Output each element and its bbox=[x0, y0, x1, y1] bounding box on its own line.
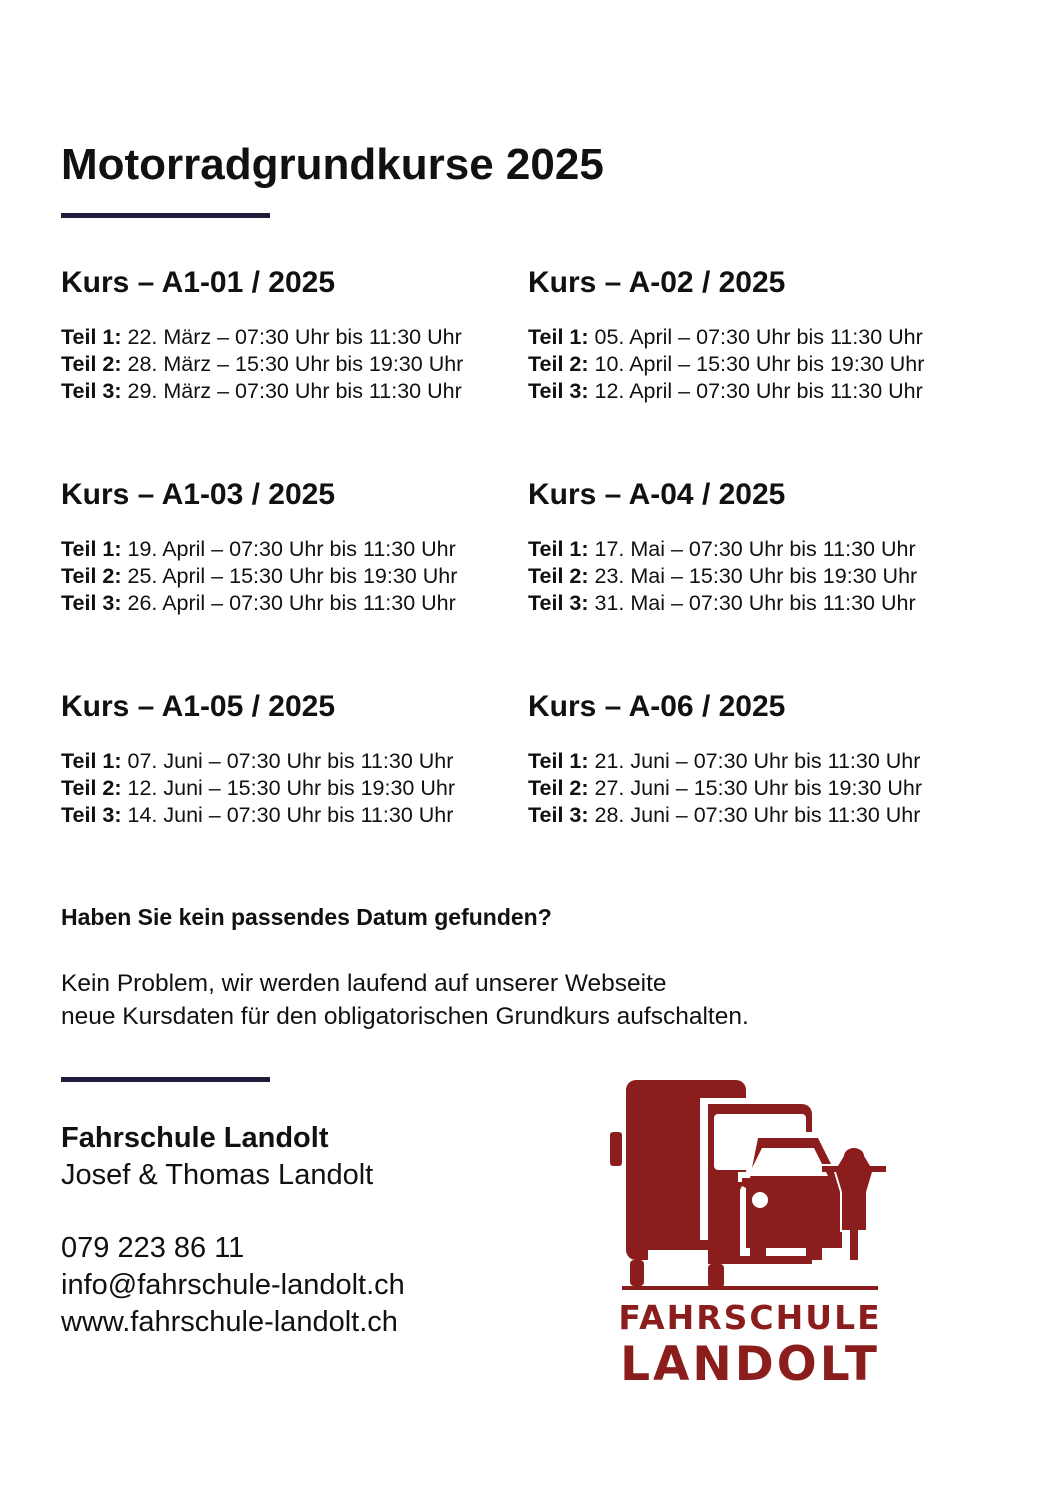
session-date: 26. April – 07:30 Uhr bis 11:30 Uhr bbox=[121, 591, 456, 615]
phone-number[interactable]: 079 223 86 11 bbox=[61, 1232, 245, 1264]
course-block-a1-03 bbox=[61, 477, 511, 617]
session-line bbox=[528, 590, 978, 617]
logo-text-line2: LANDOLT bbox=[620, 1337, 880, 1392]
course-title: Kurs – A-04 / 2025 bbox=[528, 478, 786, 511]
session-label: Teil 3: bbox=[61, 591, 122, 615]
session-date: 07. Juni – 07:30 Uhr bis 11:30 Uhr bbox=[121, 749, 454, 773]
session-label: Teil 3: bbox=[61, 379, 122, 403]
session-date: 29. März – 07:30 Uhr bis 11:30 Uhr bbox=[121, 379, 462, 403]
session-line bbox=[61, 351, 511, 378]
session-line bbox=[61, 536, 511, 563]
session-label: Teil 1: bbox=[528, 537, 589, 561]
session-date: 28. März – 15:30 Uhr bis 19:30 Uhr bbox=[121, 352, 464, 376]
title-divider bbox=[61, 213, 270, 218]
session-date: 25. April – 15:30 Uhr bis 19:30 Uhr bbox=[121, 564, 458, 588]
session-line bbox=[528, 536, 978, 563]
session-label: Teil 1: bbox=[61, 325, 122, 349]
session-date: 12. Juni – 15:30 Uhr bis 19:30 Uhr bbox=[121, 776, 455, 800]
session-date: 10. April – 15:30 Uhr bis 19:30 Uhr bbox=[588, 352, 925, 376]
session-line bbox=[61, 563, 511, 590]
session-line bbox=[61, 378, 511, 405]
session-line bbox=[528, 324, 978, 351]
info-paragraph bbox=[61, 967, 749, 1033]
session-label: Teil 2: bbox=[528, 352, 589, 376]
logo-text-line1: FAHRSCHULE bbox=[618, 1298, 882, 1337]
session-date: 14. Juni – 07:30 Uhr bis 11:30 Uhr bbox=[121, 803, 454, 827]
session-label: Teil 1: bbox=[61, 749, 122, 773]
course-block-a1-01 bbox=[61, 265, 511, 405]
owner-names: Josef & Thomas Landolt bbox=[61, 1159, 374, 1191]
session-label: Teil 1: bbox=[61, 537, 122, 561]
session-line bbox=[528, 563, 978, 590]
course-title: Kurs – A-06 / 2025 bbox=[528, 690, 786, 723]
session-date: 27. Juni – 15:30 Uhr bis 19:30 Uhr bbox=[588, 776, 922, 800]
course-title: Kurs – A-02 / 2025 bbox=[528, 266, 786, 299]
session-label: Teil 1: bbox=[528, 325, 589, 349]
course-block-a-02 bbox=[528, 265, 978, 405]
session-line bbox=[61, 324, 511, 351]
session-label: Teil 2: bbox=[528, 564, 589, 588]
session-label: Teil 3: bbox=[528, 379, 589, 403]
page-title: Motorradgrundkurse 2025 bbox=[61, 140, 604, 189]
session-date: 21. Juni – 07:30 Uhr bis 11:30 Uhr bbox=[588, 749, 921, 773]
session-label: Teil 2: bbox=[528, 776, 589, 800]
session-line bbox=[61, 748, 511, 775]
session-label: Teil 1: bbox=[528, 749, 589, 773]
course-block-a1-05 bbox=[61, 689, 511, 829]
session-label: Teil 2: bbox=[61, 352, 122, 376]
session-line bbox=[528, 351, 978, 378]
session-date: 12. April – 07:30 Uhr bis 11:30 Uhr bbox=[588, 379, 923, 403]
session-line bbox=[61, 590, 511, 617]
no-date-question: Haben Sie kein passendes Datum gefunden? bbox=[61, 904, 552, 930]
website-link[interactable]: www.fahrschule-landolt.ch bbox=[61, 1306, 398, 1338]
course-title: Kurs – A1-03 / 2025 bbox=[61, 478, 336, 511]
contact-divider bbox=[61, 1077, 270, 1082]
course-block-a-04 bbox=[528, 477, 978, 617]
course-title: Kurs – A1-05 / 2025 bbox=[61, 690, 336, 723]
session-line bbox=[528, 775, 978, 802]
session-date: 31. Mai – 07:30 Uhr bis 11:30 Uhr bbox=[588, 591, 916, 615]
session-label: Teil 3: bbox=[61, 803, 122, 827]
session-line bbox=[528, 802, 978, 829]
company-name: Fahrschule Landolt bbox=[61, 1122, 329, 1154]
contact-block bbox=[61, 1120, 405, 1341]
session-label: Teil 3: bbox=[528, 803, 589, 827]
session-date: 05. April – 07:30 Uhr bis 11:30 Uhr bbox=[588, 325, 923, 349]
session-date: 17. Mai – 07:30 Uhr bis 11:30 Uhr bbox=[588, 537, 916, 561]
session-date: 22. März – 07:30 Uhr bis 11:30 Uhr bbox=[121, 325, 462, 349]
session-line bbox=[61, 775, 511, 802]
session-line bbox=[528, 748, 978, 775]
session-label: Teil 3: bbox=[528, 591, 589, 615]
info-line: neue Kursdaten für den obligatorischen Grundkurs aufschalten. bbox=[61, 1003, 749, 1030]
session-date: 28. Juni – 07:30 Uhr bis 11:30 Uhr bbox=[588, 803, 921, 827]
session-line bbox=[528, 378, 978, 405]
course-title: Kurs – A1-01 / 2025 bbox=[61, 266, 336, 299]
course-block-a-06 bbox=[528, 689, 978, 829]
session-date: 19. April – 07:30 Uhr bis 11:30 Uhr bbox=[121, 537, 456, 561]
session-label: Teil 2: bbox=[61, 776, 122, 800]
session-line bbox=[61, 802, 511, 829]
email-link[interactable]: info@fahrschule-landolt.ch bbox=[61, 1269, 405, 1301]
info-line: Kein Problem, wir werden laufend auf unserer Webseite bbox=[61, 970, 667, 997]
session-date: 23. Mai – 15:30 Uhr bis 19:30 Uhr bbox=[588, 564, 918, 588]
session-label: Teil 2: bbox=[61, 564, 122, 588]
